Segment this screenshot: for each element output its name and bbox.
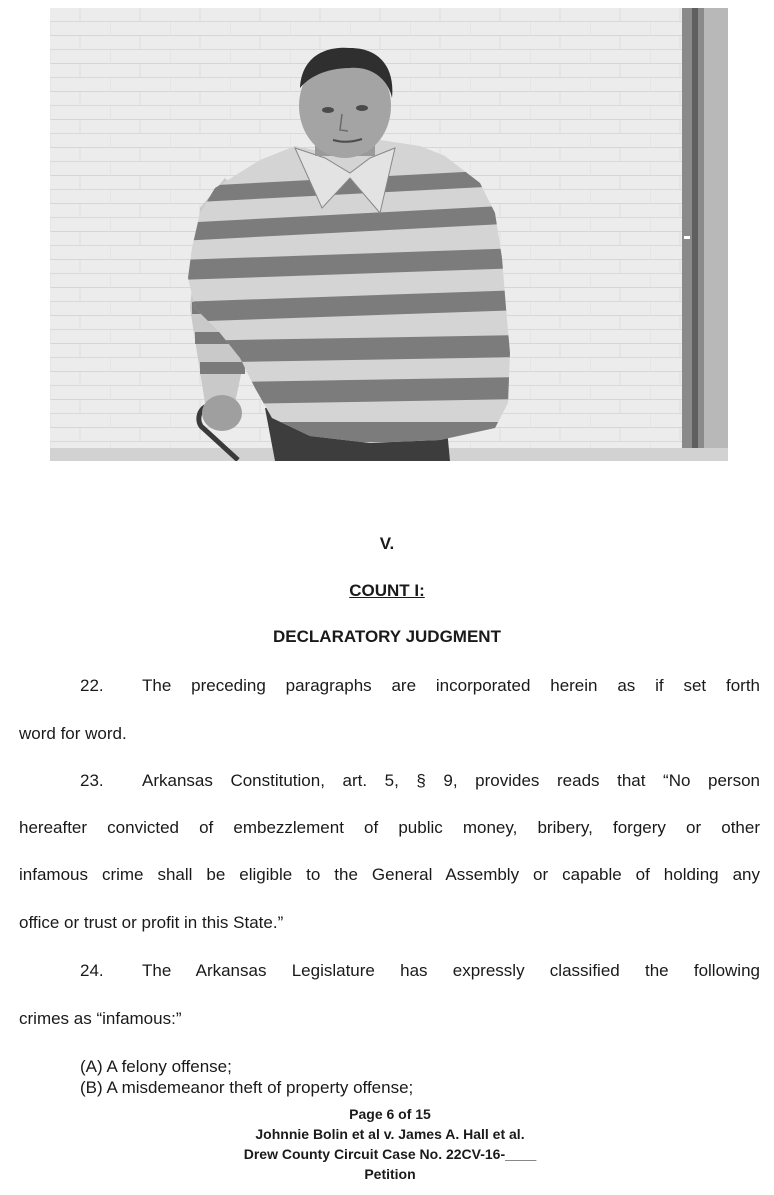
paragraph-23-number: 23.: [80, 771, 104, 790]
footer-case-number: Drew County Circuit Case No. 22CV-16-____: [243, 1146, 537, 1162]
booking-photo: [50, 8, 728, 461]
count-title: COUNT I:: [349, 581, 425, 600]
paragraph-24-number: 24.: [80, 961, 104, 980]
list-item-b: (B) A misdemeanor theft of property offense;: [80, 1078, 414, 1097]
paragraph-23-line-3: infamous crime shall be eligible to the General Assembly or capable of holding any: [19, 865, 760, 884]
paragraph-22-text-1: The preceding paragraphs are incorporated herein as if set forth: [142, 676, 760, 695]
footer-document-type: Petition: [364, 1166, 416, 1182]
paragraph-24-line-2: crimes as “infamous:”: [19, 1009, 182, 1028]
paragraph-22-line-2: word for word.: [19, 724, 127, 743]
section-number: V.: [379, 534, 395, 553]
paragraph-22-line-1: [80, 675, 760, 697]
paragraph-24-text-1: The Arkansas Legislature has expressly classified the following: [142, 961, 760, 980]
paragraph-23-line-2: hereafter convicted of embezzlement of public money, bribery, forgery or other: [19, 818, 760, 837]
list-item-a: (A) A felony offense;: [80, 1057, 232, 1076]
paragraph-23-line-4: office or trust or profit in this State.”: [19, 913, 284, 932]
paragraph-23-line-1: [80, 770, 760, 792]
booking-photo-image: [50, 8, 728, 461]
footer-page-number: Page 6 of 15: [349, 1106, 431, 1122]
section-heading: DECLARATORY JUDGMENT: [273, 627, 501, 646]
paragraph-24-line-1: [80, 960, 760, 982]
paragraph-23-text-1: Arkansas Constitution, art. 5, § 9, provides reads that “No person: [142, 771, 760, 790]
footer-case-name: Johnnie Bolin et al v. James A. Hall et al.: [255, 1126, 525, 1142]
paragraph-22-number: 22.: [80, 676, 104, 695]
